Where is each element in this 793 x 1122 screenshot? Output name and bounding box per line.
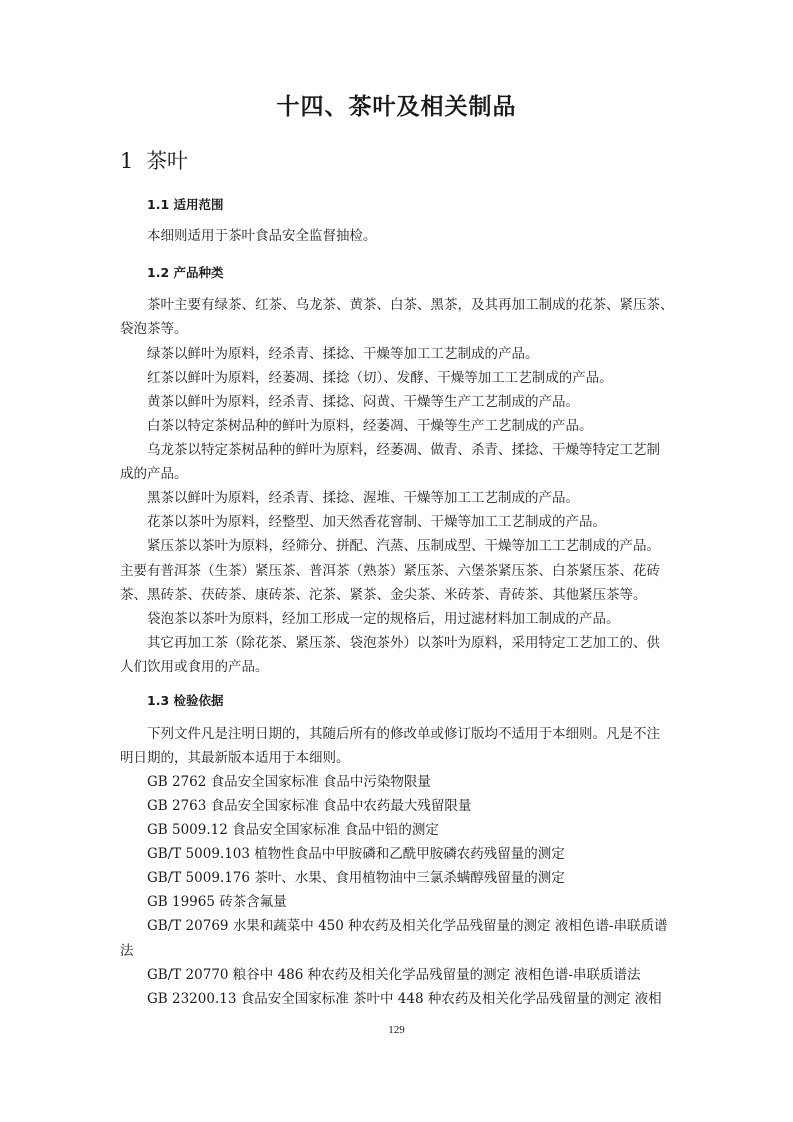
paragraph-line: 袋泡茶等。 (120, 321, 188, 337)
standard-reference: GB 5009.12 食品安全国家标准 食品中铅的测定 (147, 822, 439, 838)
chapter-title: 十四、茶叶及相关制品 (276, 93, 517, 120)
standard-reference: GB 19965 砖茶含氟量 (147, 894, 287, 910)
paragraph-line: 绿茶以鲜叶为原料，经杀青、揉捻、干燥等加工工艺制成的产品。 (147, 346, 539, 362)
paragraph-line: 主要有普洱茶（生茶）紧压茶、普洱茶（熟茶）紧压茶、六堡茶紧压茶、白茶紧压茶、花砖 (120, 563, 660, 579)
paragraph-line: 乌龙茶以特定茶树品种的鲜叶为原料，经萎凋、做青、杀青、揉捻、干燥等特定工艺制 (147, 442, 660, 458)
standard-reference: GB/T 20770 粮谷中 486 种农药及相关化学品残留量的测定 液相色谱-串联质谱法 (147, 967, 641, 983)
section-number: 1 (120, 149, 134, 173)
paragraph-line: 成的产品。 (120, 466, 188, 482)
subsection-heading-categories: 1.2 产品种类 (147, 265, 224, 280)
paragraph-line: 茶叶主要有绿茶、红茶、乌龙茶、黄茶、白茶、黑茶，及其再加工制成的花茶、紧压茶、 (147, 297, 674, 313)
section-heading (120, 145, 188, 175)
paragraph-line: 红茶以鲜叶为原料，经萎凋、揉捻（切）、发酵、干燥等加工工艺制成的产品。 (147, 370, 613, 386)
standard-reference: GB/T 5009.103 植物性食品中甲胺磷和乙酰甲胺磷农药残留量的测定 (147, 846, 565, 862)
standard-reference: GB 2763 食品安全国家标准 食品中农药最大残留限量 (147, 798, 472, 814)
paragraph-line: 紧压茶以茶叶为原料，经筛分、拼配、汽蒸、压制成型、干燥等加工工艺制成的产品。 (147, 538, 660, 554)
section-title: 茶叶 (146, 149, 189, 173)
paragraph-line: 黄茶以鲜叶为原料，经杀青、揉捻、闷黄、干燥等生产工艺制成的产品。 (147, 394, 579, 410)
standard-reference-continued: 法 (120, 943, 134, 959)
standard-reference: GB 2762 食品安全国家标准 食品中污染物限量 (147, 774, 431, 790)
standard-reference: GB/T 20769 水果和蔬菜中 450 种农药及相关化学品残留量的测定 液相色谱-串联质谱 (147, 918, 668, 934)
standard-reference: GB/T 5009.176 茶叶、水果、食用植物油中三氯杀螨醇残留量的测定 (147, 870, 565, 886)
paragraph-line: 白茶以特定茶树品种的鲜叶为原料，经萎凋、干燥等生产工艺制成的产品。 (147, 418, 593, 434)
paragraph-line: 黑茶以鲜叶为原料，经杀青、揉捻、渥堆、干燥等加工工艺制成的产品。 (147, 490, 579, 506)
page-number: 129 (388, 1024, 405, 1036)
subsection-heading-scope: 1.1 适用范围 (147, 197, 224, 212)
scope-paragraph: 本细则适用于茶叶食品安全监督抽检。 (147, 228, 377, 244)
paragraph-line: 袋泡茶以茶叶为原料，经加工形成一定的规格后，用过滤材料加工制成的产品。 (147, 611, 620, 627)
subsection-heading-basis: 1.3 检验依据 (147, 693, 224, 708)
paragraph-line: 茶、黑砖茶、茯砖茶、康砖茶、沱茶、紧茶、金尖茶、米砖茶、青砖茶、其他紧压茶等。 (120, 587, 647, 603)
paragraph-line: 下列文件凡是注明日期的，其随后所有的修改单或修订版均不适用于本细则。凡是不注 (147, 726, 660, 742)
paragraph-line: 花茶以茶叶为原料，经整型、加天然香花窨制、干燥等加工工艺制成的产品。 (147, 514, 606, 530)
paragraph-line: 明日期的，其最新版本适用于本细则。 (120, 750, 350, 766)
paragraph-line: 人们饮用或食用的产品。 (120, 659, 269, 675)
paragraph-line: 其它再加工茶（除花茶、紧压茶、袋泡茶外）以茶叶为原料，采用特定工艺加工的、供 (147, 635, 660, 651)
standard-reference: GB 23200.13 食品安全国家标准 茶叶中 448 种农药及相关化学品残留量的测定 液相 (147, 991, 662, 1007)
